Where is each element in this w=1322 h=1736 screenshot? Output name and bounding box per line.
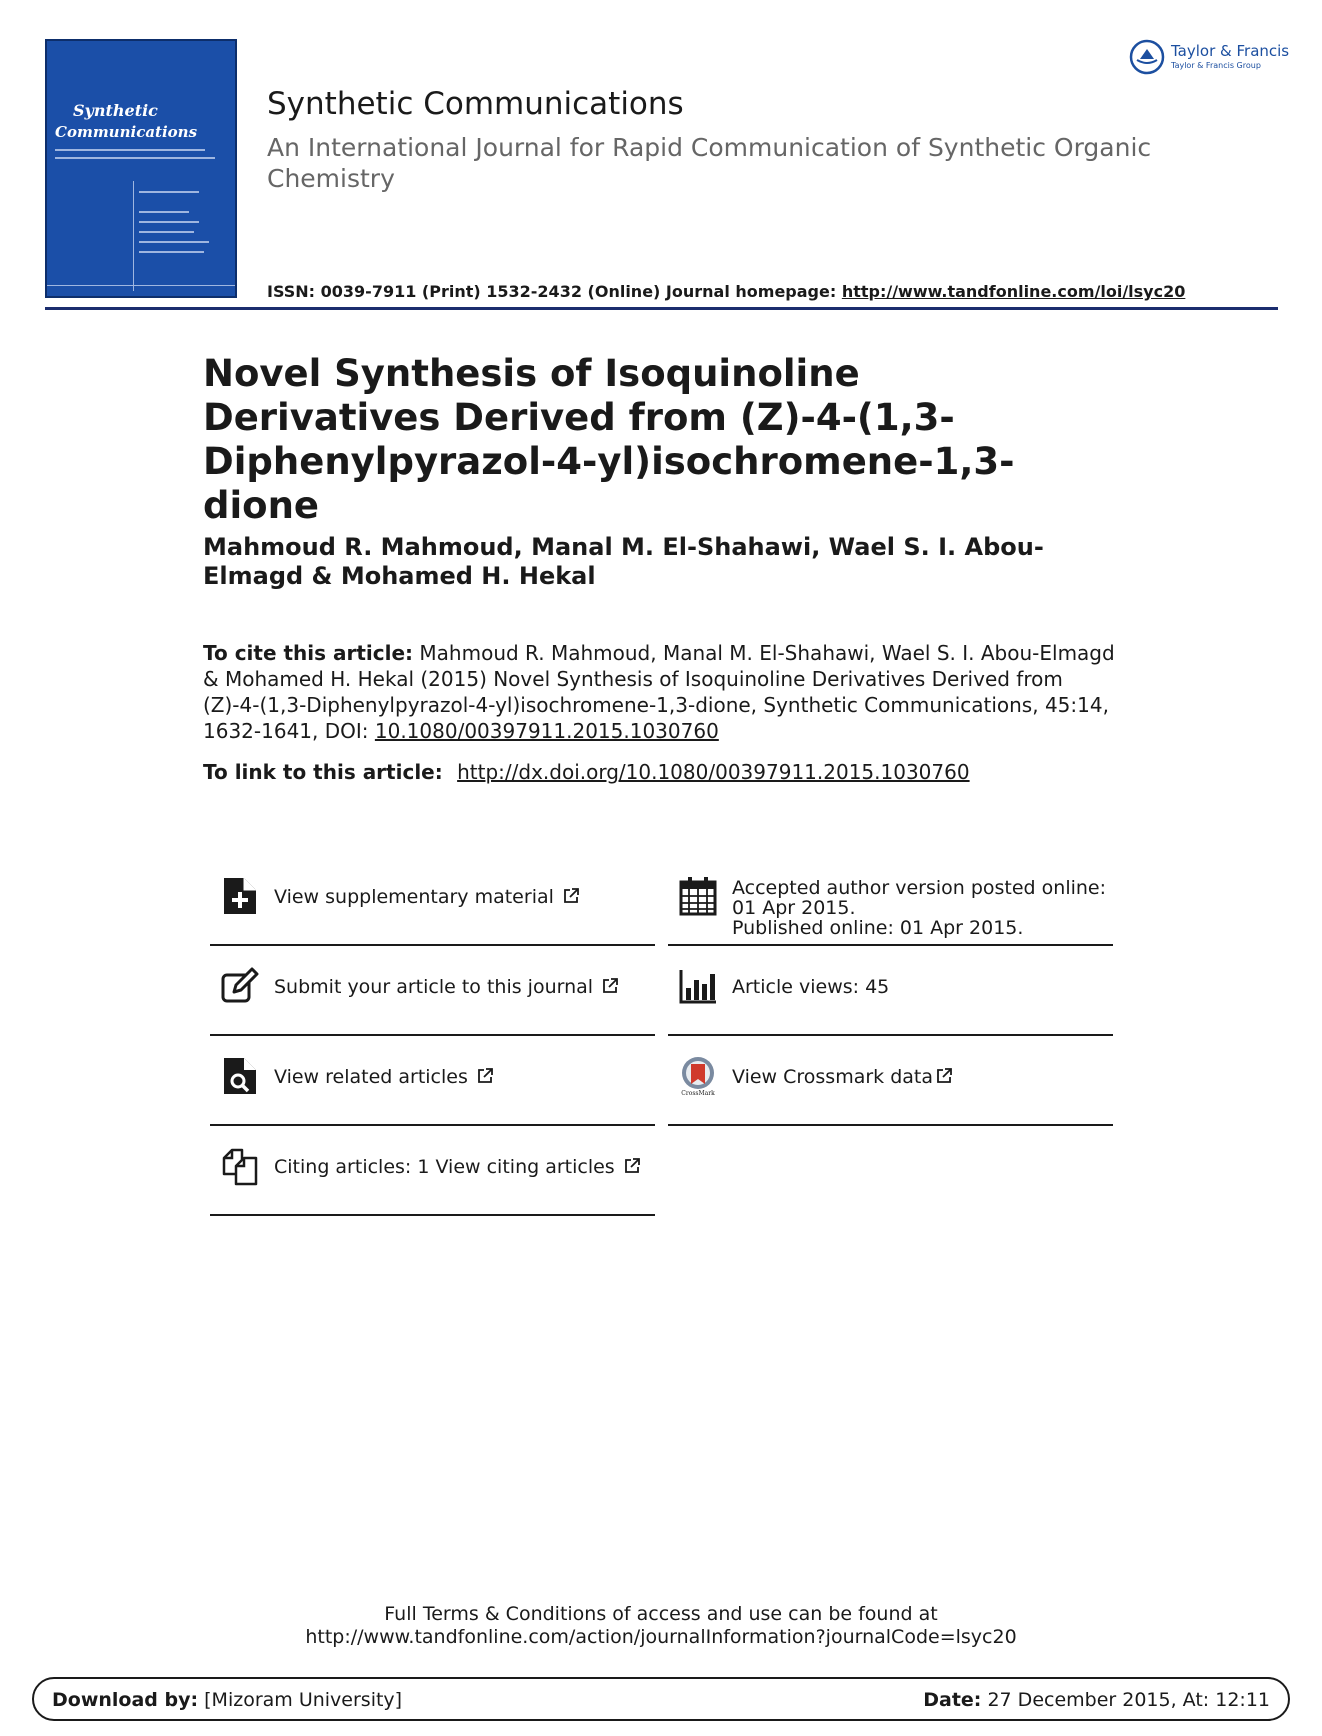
search-document-icon — [220, 1056, 260, 1096]
cover-text-line — [139, 231, 194, 233]
cover-text-line — [139, 211, 189, 213]
view-supplementary-material-button[interactable] — [210, 856, 655, 946]
copy-documents-icon — [220, 1146, 260, 1186]
submit-article-button[interactable] — [210, 946, 655, 1036]
journal-homepage-link[interactable]: http://www.tandfonline.com/loi/lsyc20 — [841, 282, 1186, 301]
journal-cover-image — [45, 39, 237, 298]
cover-text-line — [139, 191, 199, 193]
cover-text-line — [55, 157, 215, 159]
article-views — [668, 946, 1113, 1036]
terms-and-conditions — [0, 1603, 1322, 1649]
view-citing-articles-button[interactable] — [210, 1126, 655, 1216]
edit-icon — [220, 966, 260, 1006]
view-related-articles-button[interactable] — [210, 1036, 655, 1126]
cover-text-line — [139, 221, 199, 223]
external-link-icon — [601, 977, 619, 995]
published-date: Published online: 01 Apr 2015. — [732, 917, 1024, 939]
external-link-icon — [935, 1067, 953, 1085]
article-doi-url-link[interactable]: http://dx.doi.org/10.1080/00397911.2015.1030760 — [457, 760, 970, 784]
external-link-icon — [476, 1067, 494, 1085]
doi-link[interactable]: 10.1080/00397911.2015.1030760 — [374, 719, 719, 743]
external-link-icon — [562, 887, 580, 905]
add-file-icon — [220, 876, 260, 916]
date-value: 27 December 2015, At: 12:11 — [987, 1689, 1270, 1711]
submit-label: Submit your article to this journal — [274, 976, 594, 998]
terms-url-link[interactable]: http://www.tandfonline.com/action/journalInformation?journalCode=lsyc20 — [305, 1626, 1017, 1648]
cover-text-line — [55, 149, 205, 151]
issn-line — [267, 282, 1185, 301]
download-info-bar — [32, 1677, 1290, 1721]
journal-subtitle: An International Journal for Rapid Communication of Synthetic Organic Chemistry — [267, 133, 1152, 193]
view-crossmark-button[interactable] — [668, 1036, 1113, 1126]
citing-label: Citing articles: 1 View citing articles — [274, 1156, 615, 1178]
related-label: View related articles — [274, 1066, 468, 1088]
dates-text — [732, 878, 1112, 938]
supplementary-label: View supplementary material — [274, 886, 554, 908]
article-link-line — [203, 760, 970, 784]
cover-title-line1: Synthetic — [73, 101, 158, 120]
cover-footer-band — [47, 285, 235, 296]
accepted-date: Accepted author version posted online: 01 Apr 2015. — [732, 877, 1107, 919]
cover-divider — [133, 181, 134, 291]
crossmark-logo-text: CrossMark — [681, 1090, 715, 1096]
taylor-francis-logo[interactable] — [1128, 38, 1290, 78]
external-link-icon — [623, 1157, 641, 1175]
cover-title-line2: Communications — [55, 123, 198, 141]
journal-title: Synthetic Communications — [267, 86, 684, 122]
terms-line1: Full Terms & Conditions of access and use can be found at — [384, 1603, 938, 1625]
crossmark-label: View Crossmark data — [732, 1066, 934, 1088]
bar-chart-icon — [678, 966, 718, 1006]
views-label: Article views: 45 — [732, 976, 890, 998]
citation-block — [203, 640, 1123, 744]
crossmark-icon — [678, 1056, 718, 1096]
download-label: Download by: — [52, 1689, 199, 1711]
download-value: [Mizoram University] — [204, 1689, 403, 1711]
calendar-icon — [678, 876, 718, 916]
date-label: Date: — [923, 1689, 982, 1711]
cover-text-line — [139, 251, 204, 253]
article-authors: Mahmoud R. Mahmoud, Manal M. El-Shahawi, Wael S. I. Abou-Elmagd & Mohamed H. Hekal — [203, 533, 1044, 590]
publisher-group: Taylor & Francis Group — [1171, 61, 1261, 70]
cite-text: Mahmoud R. Mahmoud, Manal M. El-Shahawi, Wael S. I. Abou-Elmagd & Mohamed H. Hekal (2015) Novel Synthesis of Isoquinoline Derivatives Derived from (Z)-4-(1,3-Diphenylpyrazol-4-yl)isochromene-1,3-dione, Synthetic Communications, 45:14, 1632-1641, DOI: — [203, 641, 1115, 743]
download-by — [52, 1689, 402, 1711]
publisher-name: Taylor & Francis — [1171, 42, 1290, 60]
cover-text-line — [139, 241, 209, 243]
cite-label: To cite this article: — [203, 641, 414, 665]
header-divider — [45, 307, 1278, 310]
publication-dates — [668, 856, 1113, 946]
taylor-francis-emblem-icon — [1128, 38, 1166, 76]
link-label: To link to this article: — [203, 760, 443, 784]
article-title: Novel Synthesis of Isoquinoline Derivatives Derived from (Z)-4-(1,3-Diphenylpyrazol-4-yl)isochromene-1,3-dione — [203, 352, 1015, 527]
download-date — [923, 1689, 1270, 1711]
issn-text: ISSN: 0039-7911 (Print) 1532-2432 (Online) Journal homepage: — [267, 282, 837, 301]
